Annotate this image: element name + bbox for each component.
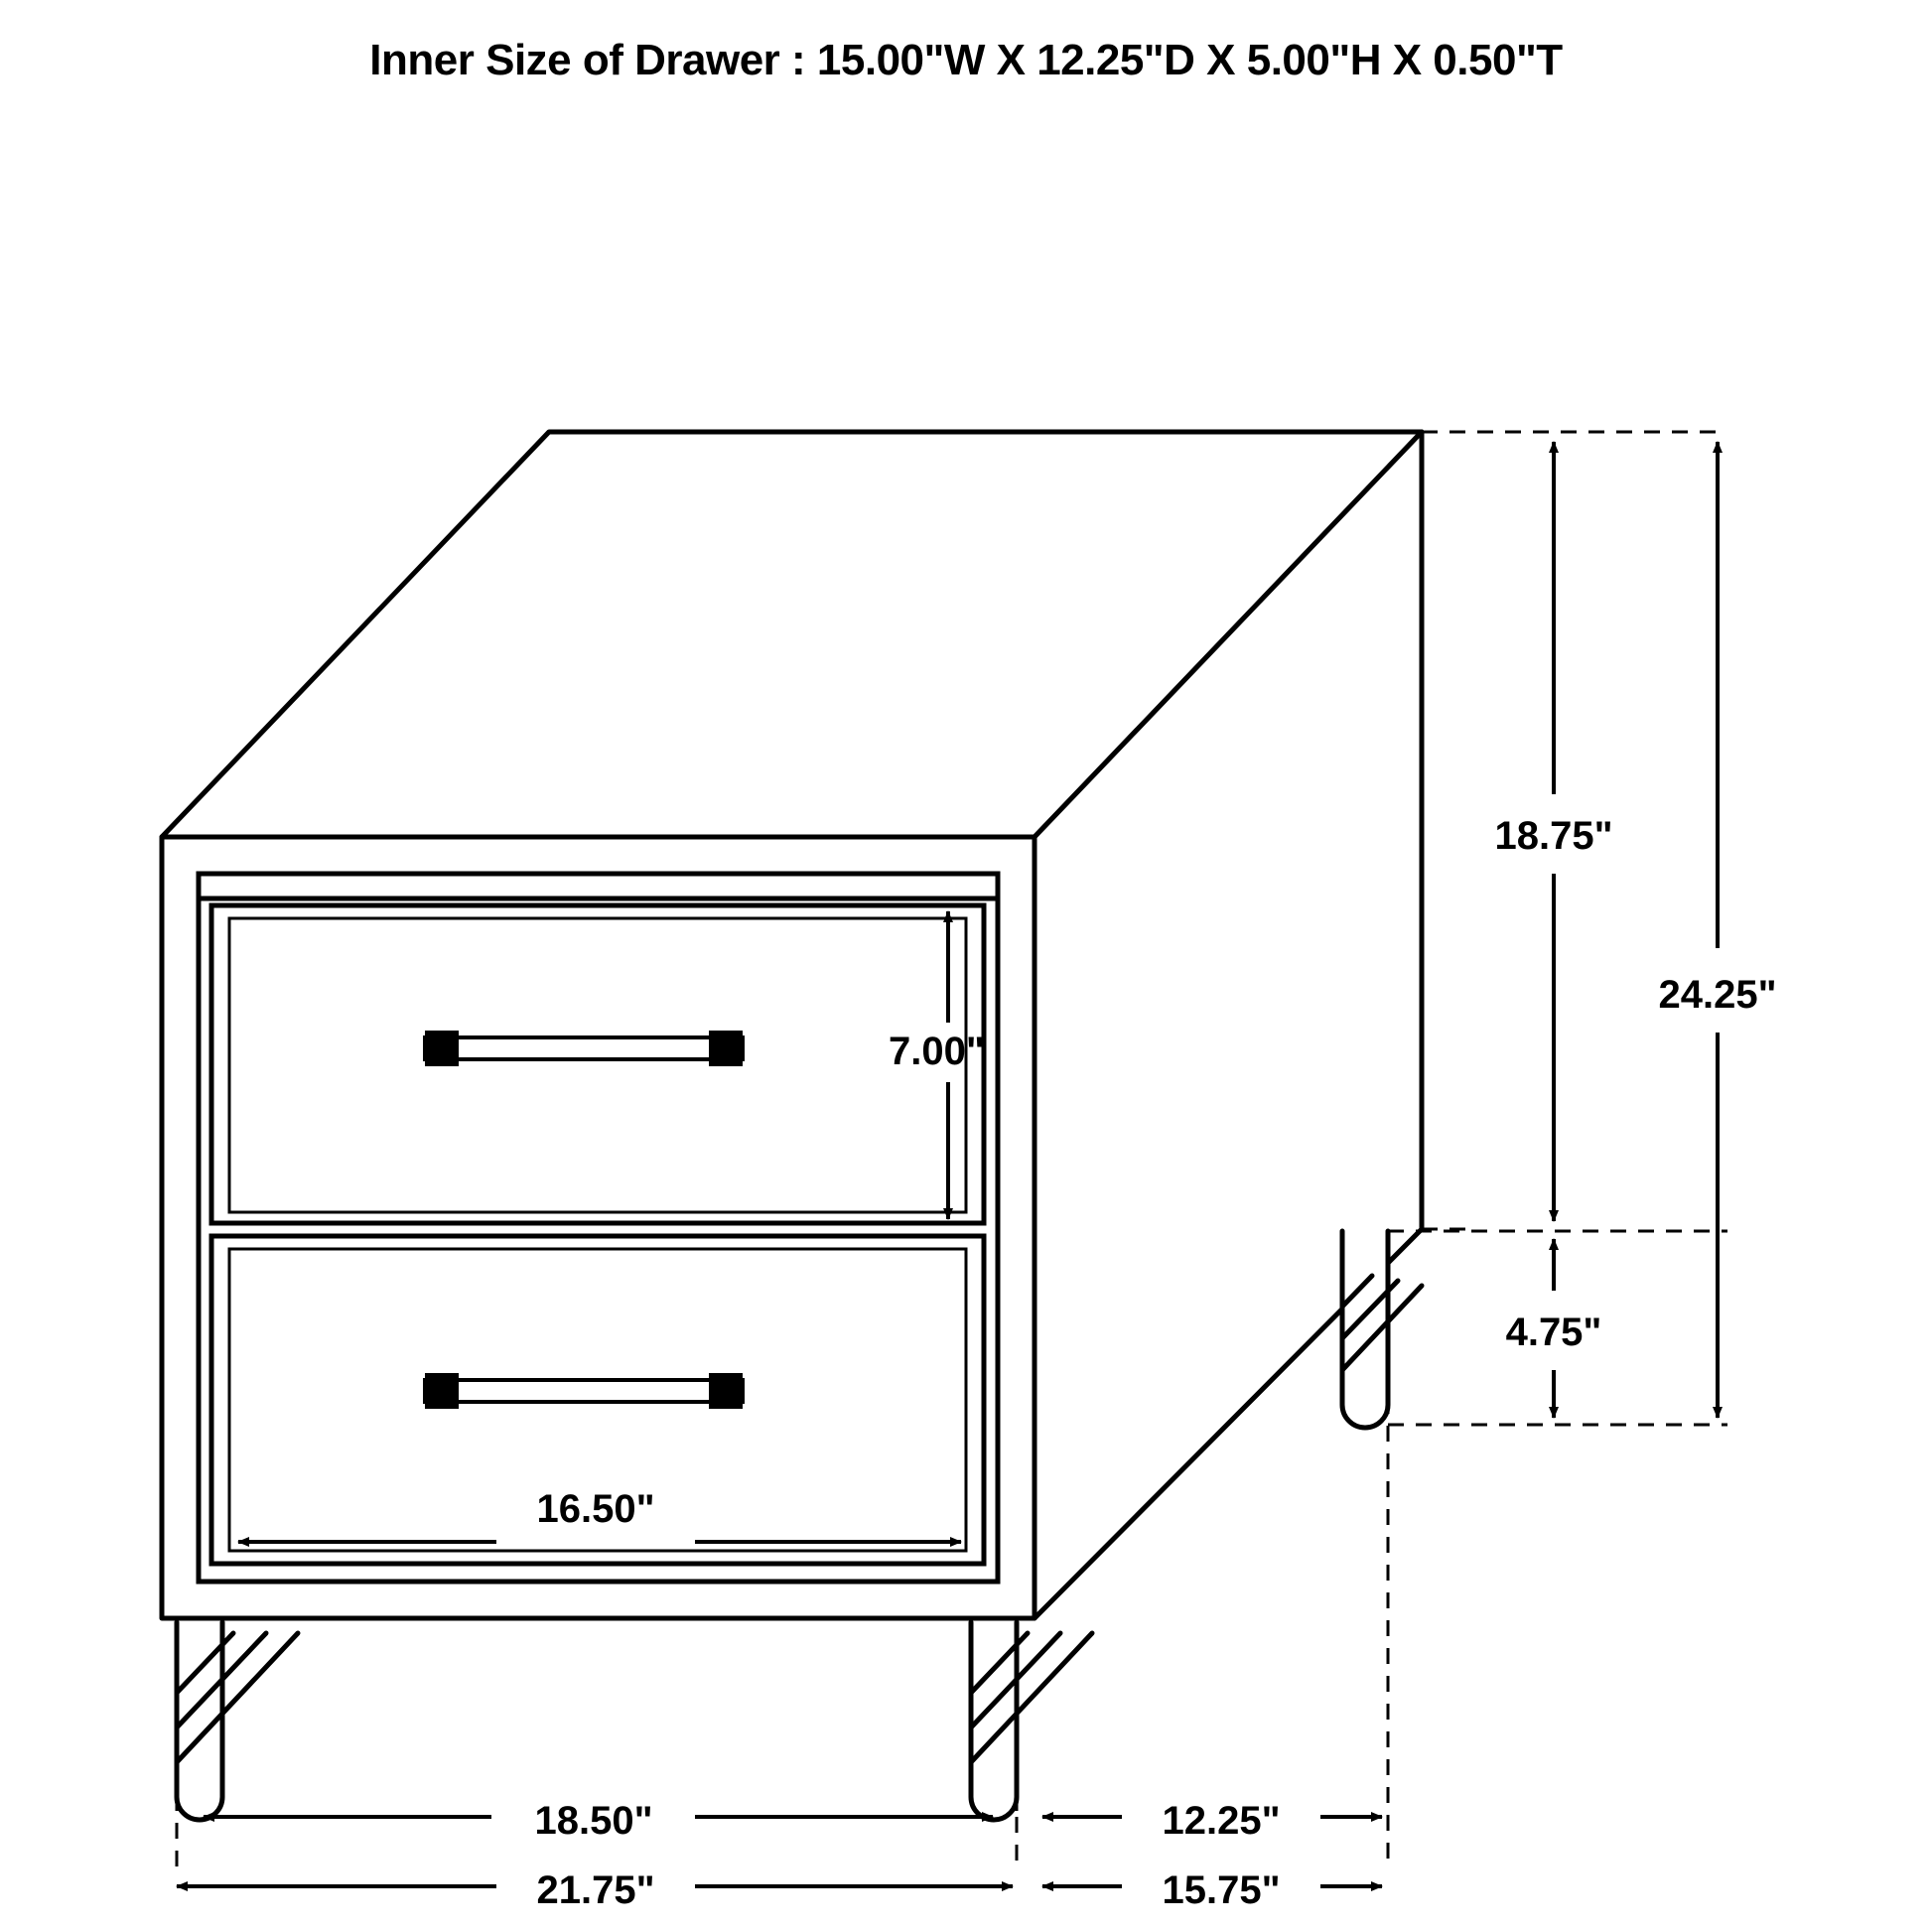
- drawer-top-front: [211, 905, 984, 1223]
- dim-label-16-50: 16.50": [536, 1487, 655, 1531]
- dim-label-7-00: 7.00": [889, 1030, 985, 1073]
- dim-label-12-25: 12.25": [1162, 1799, 1281, 1843]
- dim-label-4-75: 4.75": [1505, 1311, 1602, 1354]
- handle-end-left-top: [425, 1031, 459, 1066]
- handle-bar-bottom: [425, 1380, 743, 1402]
- dim-label-24-25: 24.25": [1658, 973, 1777, 1017]
- dim-label-18-75: 18.75": [1494, 814, 1613, 858]
- drawer-top[interactable]: [211, 905, 984, 1223]
- handle-end-right-top: [709, 1031, 743, 1066]
- page-title: Inner Size of Drawer : 15.00"W X 12.25"D X 5.00"H X 0.50"T: [369, 36, 1563, 84]
- handle-bar-top: [425, 1037, 743, 1059]
- dim-label-18-50: 18.50": [534, 1799, 653, 1843]
- handle-end-right-bottom: [709, 1373, 743, 1409]
- handle-end-left-bottom: [425, 1373, 459, 1409]
- drawer-top-handle[interactable]: [425, 1031, 743, 1066]
- dim-label-15-75: 15.75": [1162, 1868, 1281, 1912]
- dim-label-21-75: 21.75": [536, 1868, 655, 1912]
- drawer-bottom-handle[interactable]: [425, 1373, 743, 1409]
